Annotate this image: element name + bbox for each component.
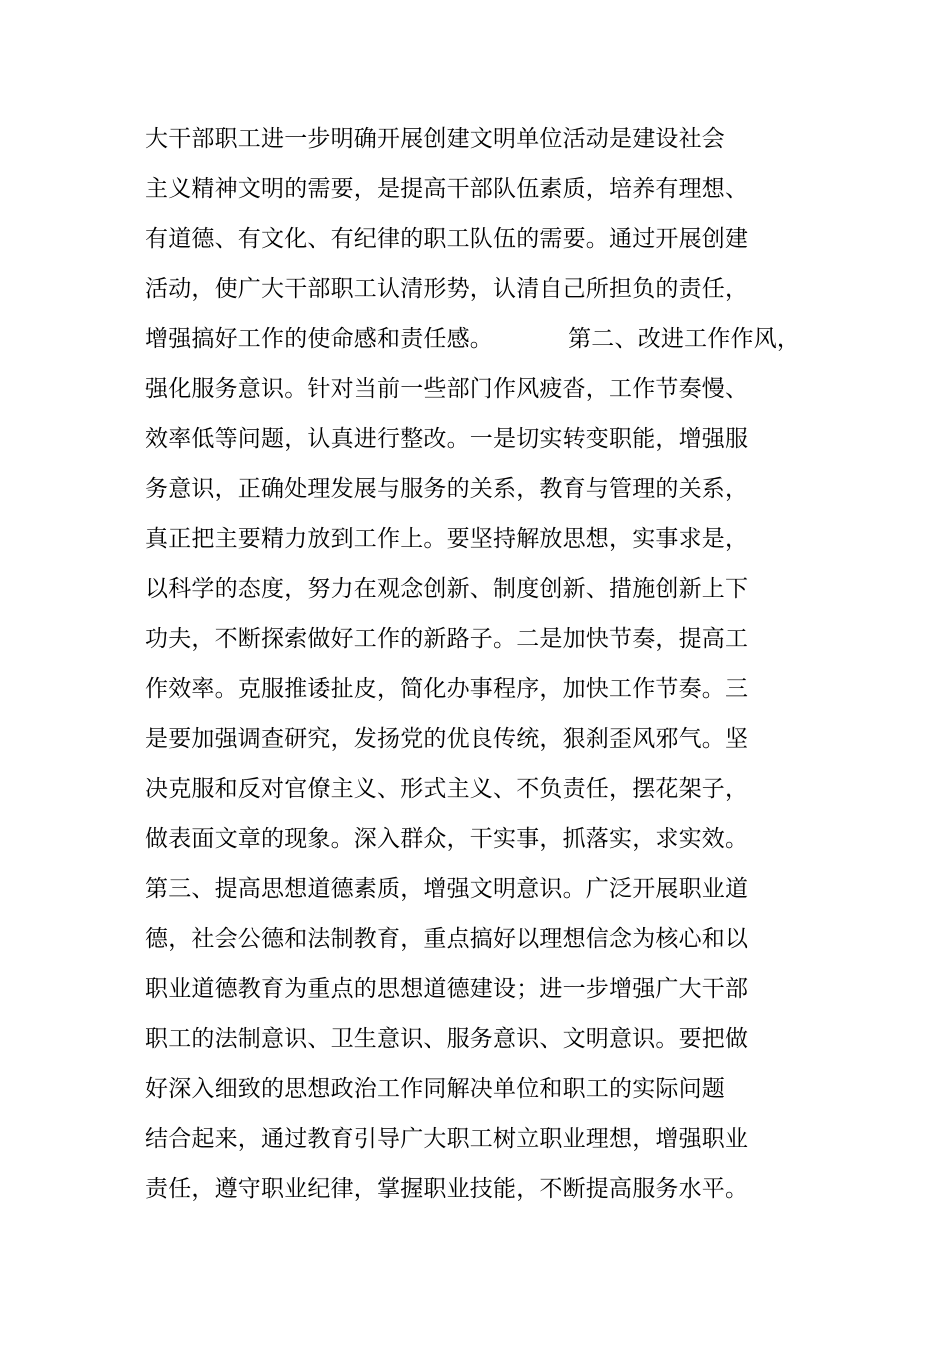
text-line-8: 务意识，正确处理发展与服务的关系，教育与管理的关系， bbox=[145, 476, 749, 502]
text-line-5: 增强搞好工作的使命感和责任感。 第二、改进工作作风， bbox=[145, 326, 801, 352]
text-line-14: 决克服和反对官僚主义、形式主义、不负责任，摆花架子， bbox=[145, 776, 749, 802]
text-line-7: 效率低等问题，认真进行整改。一是切实转变职能，增强服 bbox=[145, 426, 749, 452]
text-line-20: 好深入细致的思想政治工作同解决单位和职工的实际问题 bbox=[145, 1076, 725, 1102]
text-line-1: 大干部职工进一步明确开展创建文明单位活动是建设社会 bbox=[145, 126, 725, 152]
text-line-12: 作效率。克服推诿扯皮，简化办事程序，加快工作节奏。三 bbox=[145, 676, 749, 702]
text-line-16: 第三、提高思想道德素质，增强文明意识。广泛开展职业道 bbox=[145, 876, 749, 902]
text-line-17: 德，社会公德和法制教育，重点搞好以理想信念为核心和以 bbox=[145, 926, 749, 952]
text-line-21: 结合起来，通过教育引导广大职工树立职业理想，增强职业 bbox=[145, 1126, 749, 1152]
text-line-11: 功夫，不断探索做好工作的新路子。二是加快节奏，提高工 bbox=[145, 626, 749, 652]
text-line-6: 强化服务意识。针对当前一些部门作风疲沓，工作节奏慢、 bbox=[145, 376, 749, 402]
text-line-2: 主义精神文明的需要，是提高干部队伍素质，培养有理想、 bbox=[145, 176, 749, 202]
text-line-13: 是要加强调查研究，发扬党的优良传统，狠刹歪风邪气。坚 bbox=[145, 726, 749, 752]
text-line-10: 以科学的态度，努力在观念创新、制度创新、措施创新上下 bbox=[145, 576, 749, 602]
text-line-19: 职工的法制意识、卫生意识、服务意识、文明意识。要把做 bbox=[145, 1026, 749, 1052]
text-line-9: 真正把主要精力放到工作上。要坚持解放思想，实事求是， bbox=[145, 526, 749, 552]
body-text bbox=[145, 114, 825, 1214]
text-line-15: 做表面文章的现象。深入群众，干实事，抓落实，求实效。 bbox=[145, 826, 749, 852]
text-line-4: 活动，使广大干部职工认清形势，认清自己所担负的责任， bbox=[145, 276, 749, 302]
text-line-18: 职业道德教育为重点的思想道德建设；进一步增强广大干部 bbox=[145, 976, 749, 1002]
text-line-22: 责任，遵守职业纪律，掌握职业技能，不断提高服务水平。 bbox=[145, 1176, 749, 1202]
text-line-3: 有道德、有文化、有纪律的职工队伍的需要。通过开展创建 bbox=[145, 226, 749, 252]
